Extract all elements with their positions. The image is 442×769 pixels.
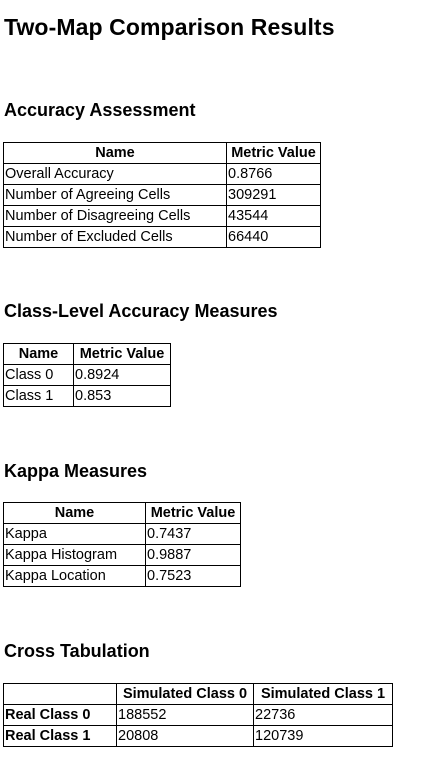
class-level-table	[3, 343, 171, 407]
column-header-name: Name	[4, 143, 227, 164]
table-row	[4, 365, 171, 386]
table-row	[4, 705, 393, 726]
row-value-cell: 309291	[227, 185, 321, 206]
kappa-table	[3, 502, 241, 587]
row-value-cell: 0.7437	[146, 524, 241, 545]
row-value-cell: 0.853	[74, 386, 171, 407]
row-name-cell: Number of Agreeing Cells	[4, 185, 227, 206]
row-name-cell: Class 1	[4, 386, 74, 407]
column-header-metric-value: Metric Value	[146, 503, 241, 524]
table-row	[4, 227, 321, 248]
row-value-cell: 0.9887	[146, 545, 241, 566]
table-row	[4, 185, 321, 206]
row-name-cell: Kappa	[4, 524, 146, 545]
table-row	[4, 726, 393, 747]
column-header-empty	[4, 684, 117, 705]
table-header-row	[4, 344, 171, 365]
table-row	[4, 524, 241, 545]
row-name-cell: Kappa Histogram	[4, 545, 146, 566]
row-name-cell: Overall Accuracy	[4, 164, 227, 185]
column-header-metric-value: Metric Value	[227, 143, 321, 164]
table-row	[4, 545, 241, 566]
column-header-simulated-class-0: Simulated Class 0	[117, 684, 254, 705]
accuracy-assessment-table	[3, 142, 321, 248]
page-title: Two-Map Comparison Results	[4, 14, 335, 40]
row-name-cell: Number of Excluded Cells	[4, 227, 227, 248]
cross-tabulation-heading: Cross Tabulation	[4, 641, 150, 661]
row-value-cell: 0.7523	[146, 566, 241, 587]
row-name-cell: Kappa Location	[4, 566, 146, 587]
table-row	[4, 566, 241, 587]
cross-tabulation-table	[3, 683, 393, 747]
row-value-cell: 43544	[227, 206, 321, 227]
table-header-row	[4, 143, 321, 164]
row-header-real-class-0: Real Class 0	[4, 705, 117, 726]
row-value-cell: 66440	[227, 227, 321, 248]
column-header-simulated-class-1: Simulated Class 1	[254, 684, 393, 705]
table-row	[4, 164, 321, 185]
table-header-row	[4, 503, 241, 524]
cross-tab-cell: 20808	[117, 726, 254, 747]
cross-tab-cell: 120739	[254, 726, 393, 747]
column-header-name: Name	[4, 503, 146, 524]
class-level-heading: Class-Level Accuracy Measures	[4, 301, 278, 321]
row-header-real-class-1: Real Class 1	[4, 726, 117, 747]
table-header-row	[4, 684, 393, 705]
table-row	[4, 206, 321, 227]
cross-tab-cell: 188552	[117, 705, 254, 726]
row-name-cell: Number of Disagreeing Cells	[4, 206, 227, 227]
column-header-name: Name	[4, 344, 74, 365]
table-row	[4, 386, 171, 407]
row-value-cell: 0.8924	[74, 365, 171, 386]
row-name-cell: Class 0	[4, 365, 74, 386]
column-header-metric-value: Metric Value	[74, 344, 171, 365]
accuracy-assessment-heading: Accuracy Assessment	[4, 100, 196, 120]
cross-tab-cell: 22736	[254, 705, 393, 726]
kappa-heading: Kappa Measures	[4, 461, 148, 481]
row-value-cell: 0.8766	[227, 164, 321, 185]
